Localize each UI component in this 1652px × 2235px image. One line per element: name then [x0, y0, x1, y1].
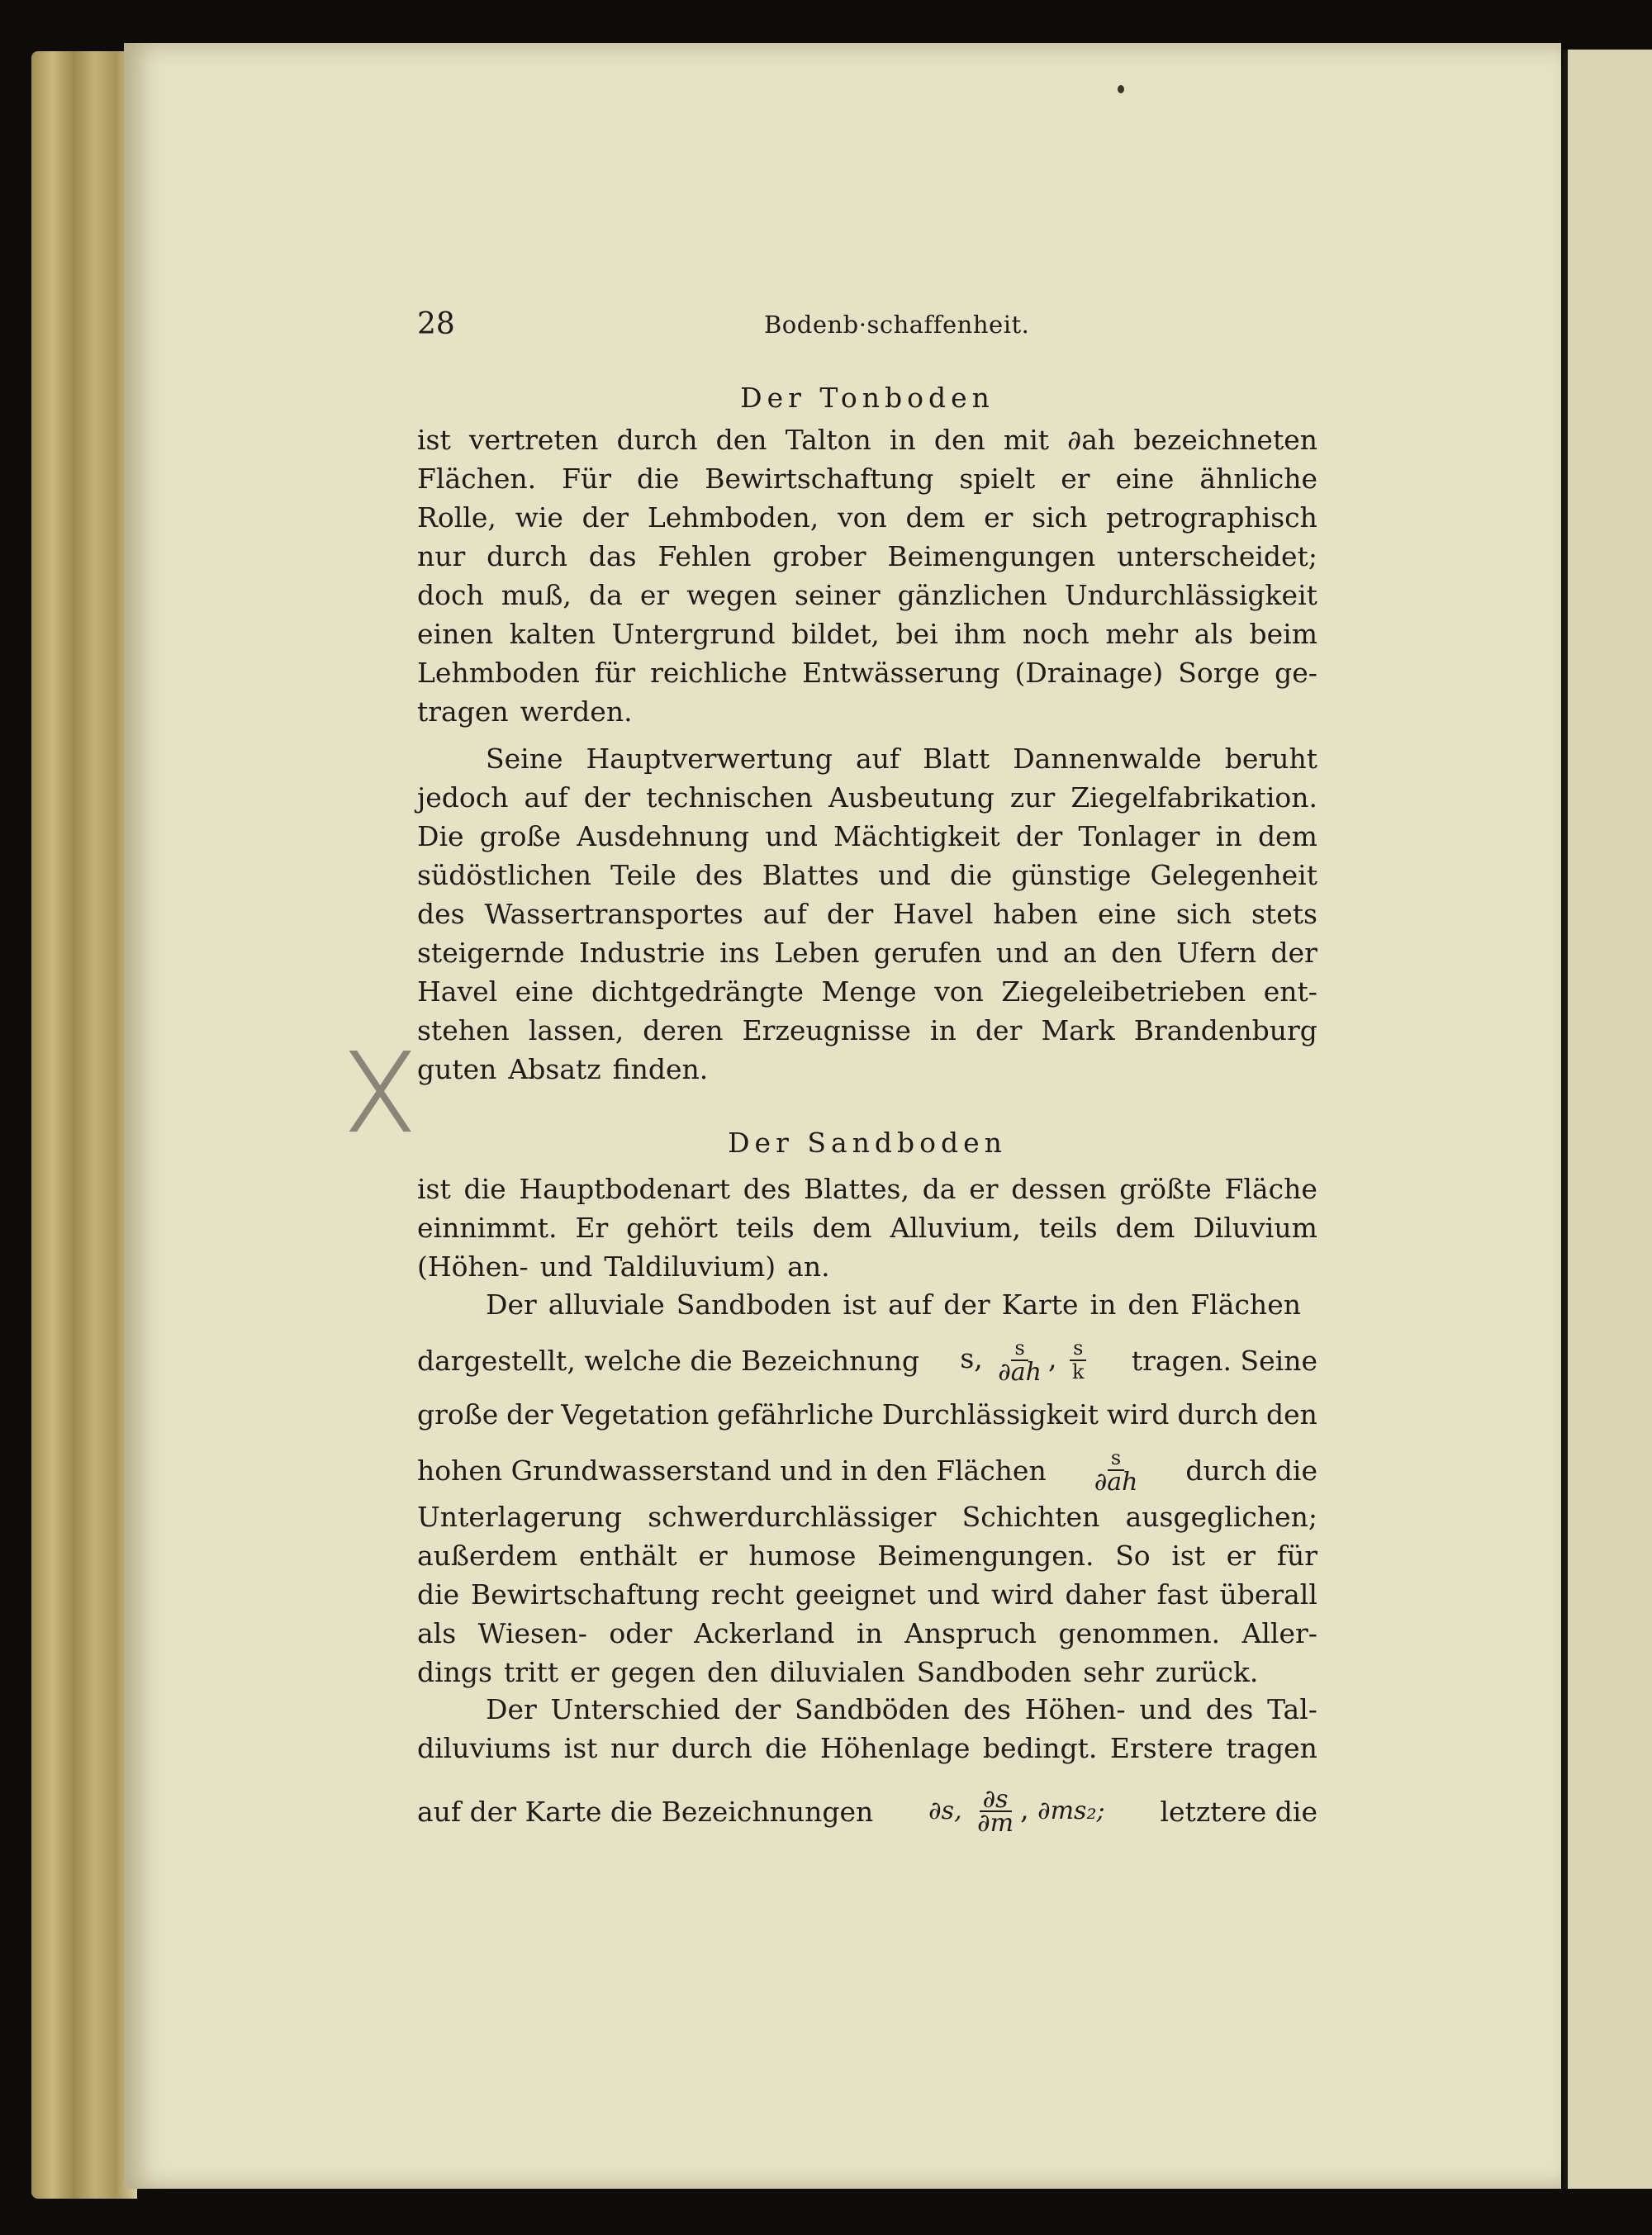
word: Beimengungen: [887, 540, 1096, 572]
word: Blattes: [762, 859, 860, 891]
word: gefährliche: [716, 1398, 874, 1431]
word: Brandenburg: [1133, 1014, 1317, 1046]
fraction: [1091, 1446, 1142, 1497]
word: Diluvium: [1193, 1212, 1317, 1244]
word: der: [1270, 937, 1317, 969]
word: reichliche: [650, 657, 788, 689]
fraction-numerator: s: [1108, 1447, 1124, 1471]
word: ist: [417, 1173, 451, 1205]
word: haben: [993, 898, 1079, 930]
word: der: [582, 501, 629, 534]
word: Rolle,: [417, 501, 496, 534]
word: auf: [524, 781, 568, 814]
word: und: [765, 820, 818, 852]
text-line: [417, 501, 1317, 536]
word: an.: [787, 1250, 830, 1283]
word: außerdem: [417, 1540, 558, 1572]
word: Aller-: [1241, 1617, 1317, 1649]
word: auf: [856, 743, 900, 775]
word: Leben: [774, 937, 860, 969]
word: spielt: [959, 463, 1036, 495]
text-fragment: dargestellt, welche die Bezeichnung: [417, 1344, 919, 1377]
fraction-numerator: s: [1070, 1337, 1086, 1361]
text-line: [417, 1617, 1317, 1652]
word: Industrie: [578, 937, 705, 969]
word: Gelegenheit: [1150, 859, 1317, 891]
word: eine: [515, 975, 574, 1008]
word: daher: [1065, 1578, 1146, 1611]
running-head: Bodenb·schaffenheit.: [764, 311, 1030, 339]
word: diluvialen: [769, 1656, 905, 1688]
word: dichtgedrängte: [591, 975, 805, 1008]
word: der: [975, 1014, 1023, 1046]
word: (Höhen-: [417, 1250, 529, 1283]
word: Ziegeleibetrieben: [1001, 975, 1246, 1008]
fraction-numerator: ∂s: [980, 1788, 1012, 1812]
word: deren: [643, 1014, 724, 1046]
word: noch: [1022, 618, 1089, 650]
word: seiner: [795, 579, 881, 611]
word: in: [1215, 820, 1242, 852]
word: wird: [990, 1578, 1054, 1611]
word: überall: [1219, 1578, 1317, 1611]
word: Flächen: [1190, 1288, 1301, 1321]
word: stets: [1251, 898, 1317, 930]
word: den: [1127, 1288, 1180, 1321]
word: Entwässerung: [802, 657, 1000, 689]
text-fragment: tragen. Seine: [1131, 1344, 1317, 1377]
word: alluviale: [548, 1288, 665, 1321]
word: Unterschied: [550, 1693, 721, 1725]
word: des: [417, 898, 465, 930]
word: Blatt: [923, 743, 990, 775]
word: große: [479, 820, 562, 852]
word: sehr: [1083, 1656, 1144, 1688]
text-line: [417, 463, 1317, 497]
word: durch: [671, 1732, 752, 1764]
word: Fläche: [1224, 1173, 1317, 1205]
word: diluviums: [417, 1732, 552, 1764]
text-line: [417, 781, 1317, 816]
math-line-diluvial: [417, 1782, 1317, 1840]
word: des: [695, 859, 743, 891]
word: den: [933, 424, 985, 456]
word: (Drainage): [1014, 657, 1164, 689]
word: Höhen-: [1024, 1693, 1126, 1725]
word: und: [539, 1250, 593, 1283]
word: große: [417, 1398, 499, 1431]
word: Die: [417, 820, 464, 852]
word: lassen,: [528, 1014, 624, 1046]
word: Lehmboden,: [647, 501, 819, 534]
word: Hauptverwertung: [586, 743, 833, 775]
word: Bewirtschaftung: [470, 1578, 700, 1611]
word: des: [743, 1173, 791, 1205]
word: beim: [1249, 618, 1317, 650]
word: die: [765, 1732, 808, 1764]
text-line: [417, 618, 1317, 652]
word: Teile: [610, 859, 676, 891]
fraction: [1069, 1337, 1088, 1383]
word: ähnliche: [1199, 463, 1317, 495]
math-line-alluvial-2: [417, 1445, 1317, 1495]
word: als: [417, 1617, 457, 1649]
symbol-ds: ∂s,: [928, 1796, 962, 1825]
fraction-numerator: s: [1011, 1337, 1028, 1361]
pencil-mark: ╳: [353, 1051, 408, 1132]
word: Seine: [486, 743, 563, 775]
word: zurück.: [1155, 1656, 1259, 1688]
word: bildet,: [791, 618, 880, 650]
word: Undurchlässigkeit: [1064, 579, 1317, 611]
word: er: [1226, 1540, 1256, 1572]
word: die: [417, 1578, 460, 1611]
text-line: [417, 540, 1317, 575]
word: schwerdurchlässiger: [648, 1501, 937, 1533]
word: Unterlagerung: [417, 1501, 622, 1533]
word: Mark: [1041, 1014, 1115, 1046]
word: nur: [610, 1732, 659, 1764]
word: ist: [1171, 1540, 1206, 1572]
word: Ziegelfabrikation.: [1070, 781, 1317, 814]
word: er: [639, 579, 670, 611]
word: und: [878, 859, 931, 891]
word: Dannenwalde: [1013, 743, 1202, 775]
word: den: [715, 424, 767, 456]
word: südöstlichen: [417, 859, 592, 891]
word: Havel: [417, 975, 498, 1008]
text-fragment: hohen Grundwasserstand und in den Flächen: [417, 1454, 1047, 1487]
word: mehr: [1105, 618, 1179, 650]
word: finden.: [612, 1053, 709, 1085]
symbol-dms2: ∂ms₂;: [1037, 1796, 1105, 1825]
word: Für: [562, 463, 612, 495]
word: Lehmboden: [417, 657, 580, 689]
text-line: [417, 1053, 1317, 1088]
word: ihm: [954, 618, 1007, 650]
word: Vegetation: [561, 1398, 710, 1431]
word: bezeichneten: [1133, 424, 1317, 456]
word: Absatz: [508, 1053, 601, 1085]
word: dem: [1257, 820, 1317, 852]
word: muß,: [501, 579, 572, 611]
word: Bewirtschaftung: [705, 463, 934, 495]
text-line: [417, 1173, 1317, 1208]
text-line: [486, 1288, 1317, 1323]
math-line-alluvial: [417, 1336, 1317, 1385]
word: Er: [575, 1212, 609, 1244]
word: er: [698, 1540, 728, 1572]
word: Fehlen: [657, 540, 752, 572]
word: das: [588, 540, 637, 572]
word: Menge: [821, 975, 917, 1008]
word: Erzeugnisse: [742, 1014, 911, 1046]
word: Flächen.: [417, 463, 537, 495]
word: er: [1061, 463, 1090, 495]
word: der: [1015, 820, 1063, 852]
word: Ausbeutung: [828, 781, 995, 814]
word: Ufern: [1176, 937, 1257, 969]
word: werden.: [520, 695, 633, 728]
word: Wassertransportes: [484, 898, 743, 930]
text-line: [417, 1540, 1317, 1574]
text-line: [417, 695, 1317, 730]
text-line: [417, 1250, 1317, 1285]
word: größte: [1119, 1173, 1212, 1205]
word: in: [889, 424, 916, 456]
word: Tonlager: [1078, 820, 1200, 852]
text-line: [417, 1578, 1317, 1613]
word: den: [707, 1656, 758, 1688]
word: in: [930, 1014, 957, 1046]
word: oder: [609, 1617, 672, 1649]
word: jedoch: [417, 781, 509, 814]
word: die: [949, 859, 993, 891]
word: Mächtigkeit: [833, 820, 1000, 852]
word: wegen: [686, 579, 777, 611]
word: So: [1115, 1540, 1151, 1572]
facing-page-edge: [1563, 50, 1652, 2189]
word: durch: [487, 540, 567, 572]
word: er: [570, 1656, 600, 1688]
word: für: [594, 657, 636, 689]
word: ge-: [1275, 657, 1317, 689]
word: der: [943, 1288, 990, 1321]
word: nur: [417, 540, 466, 572]
word: Ackerland: [694, 1617, 835, 1649]
word: zur: [1009, 781, 1056, 814]
word: Karte: [1001, 1288, 1079, 1321]
word: unterscheidet;: [1117, 540, 1317, 572]
word: ∂ah: [1067, 424, 1116, 456]
word: er: [984, 501, 1014, 534]
word: der: [506, 1398, 553, 1431]
word: dem: [812, 1212, 872, 1244]
word: wird: [1106, 1398, 1170, 1431]
text-line: [417, 1732, 1317, 1767]
word: gänzlichen: [897, 579, 1047, 611]
word: Der: [486, 1693, 537, 1725]
text-line: [486, 1693, 1317, 1728]
word: Havel: [893, 898, 974, 930]
word: doch: [417, 579, 484, 611]
word: genommen.: [1058, 1617, 1221, 1649]
symbol-s: s,: [960, 1342, 983, 1374]
text-line: [417, 820, 1317, 855]
comma: ,: [1048, 1342, 1057, 1374]
fraction-denominator: ∂ah: [998, 1358, 1042, 1387]
text-line: [417, 1656, 1317, 1691]
word: bei: [895, 618, 938, 650]
word: und: [927, 1578, 980, 1611]
text-line: [417, 1501, 1317, 1535]
word: die: [637, 463, 680, 495]
word: beruht: [1224, 743, 1317, 775]
word: von: [934, 975, 984, 1008]
word: auf: [762, 898, 807, 930]
word: Schichten: [961, 1501, 1100, 1533]
word: sich: [1032, 501, 1088, 534]
word: gerufen: [873, 937, 982, 969]
word: der: [583, 781, 631, 814]
word: vertreten: [468, 424, 599, 456]
word: sich: [1175, 898, 1232, 930]
page-number: 28: [417, 307, 455, 341]
word: petrographisch: [1106, 501, 1317, 534]
word: humose: [748, 1540, 857, 1572]
text-line: [417, 975, 1317, 1010]
word: die: [463, 1173, 506, 1205]
word: mit: [1003, 424, 1050, 456]
word: da: [922, 1173, 957, 1205]
word: den: [1266, 1398, 1317, 1431]
word: Der: [486, 1288, 537, 1321]
word: Untergrund: [611, 618, 776, 650]
word: als: [1194, 618, 1233, 650]
word: für: [1276, 1540, 1317, 1572]
word: guten: [417, 1053, 497, 1085]
formula: [960, 1336, 1090, 1387]
word: durch: [616, 424, 698, 456]
fraction: [995, 1336, 1045, 1387]
formula: [928, 1785, 1105, 1838]
word: teils: [1038, 1212, 1098, 1244]
word: Ausdehnung: [577, 820, 750, 852]
word: stehen: [417, 1014, 510, 1046]
word: Wiesen-: [477, 1617, 587, 1649]
fraction-denominator: ∂m: [977, 1809, 1014, 1838]
word: wie: [515, 501, 563, 534]
word: auf: [888, 1288, 933, 1321]
fraction-denominator: ∂ah: [1094, 1468, 1138, 1497]
book-page: [124, 43, 1561, 2189]
text-line: [417, 657, 1317, 691]
word: Anspruch: [904, 1617, 1037, 1649]
word: dings: [417, 1656, 492, 1688]
word: in: [856, 1617, 883, 1649]
word: Talton: [785, 424, 871, 456]
fraction-denominator: k: [1072, 1360, 1085, 1383]
word: steigernde: [417, 937, 565, 969]
word: ist: [563, 1732, 598, 1764]
word: eine: [1098, 898, 1156, 930]
word: der: [826, 898, 874, 930]
word: in: [1089, 1288, 1117, 1321]
word: dem: [905, 501, 966, 534]
word: tragen: [1226, 1732, 1317, 1764]
page-header: [417, 307, 1317, 349]
word: einen: [417, 618, 494, 650]
word: Höhenlage: [819, 1732, 971, 1764]
word: geeignet: [795, 1578, 916, 1611]
text-line: [417, 1212, 1317, 1246]
word: Sandboden: [676, 1288, 832, 1321]
text-fragment: letztere die: [1160, 1795, 1317, 1828]
word: tragen: [417, 695, 509, 728]
word: fast: [1156, 1578, 1208, 1611]
word: von: [837, 501, 887, 534]
word: Tal-: [1267, 1693, 1317, 1725]
text-line: [486, 743, 1317, 777]
word: Taldiluvium): [604, 1250, 776, 1283]
word: günstige: [1011, 859, 1132, 891]
text-line: [417, 937, 1317, 971]
text-line: [417, 579, 1317, 614]
text-line: [417, 1398, 1317, 1433]
word: dem: [1115, 1212, 1175, 1244]
word: ist: [417, 424, 451, 456]
word: Sandboden: [916, 1656, 1072, 1688]
text-fragment: durch die: [1185, 1454, 1317, 1487]
text-line: [417, 1014, 1317, 1049]
section-heading-tonboden: Der Tonboden: [740, 382, 995, 414]
word: bedingt.: [982, 1732, 1098, 1764]
text-line: [417, 859, 1317, 894]
word: technischen: [646, 781, 813, 814]
text-line: [417, 424, 1317, 458]
word: Sandböden: [795, 1693, 950, 1725]
word: Hauptbodenart: [519, 1173, 731, 1205]
word: tritt: [504, 1656, 559, 1688]
word: Beimengungen.: [877, 1540, 1094, 1572]
word: an: [1062, 937, 1097, 969]
word: Alluvium,: [890, 1212, 1021, 1244]
word: teils: [735, 1212, 795, 1244]
ink-spot: [1118, 85, 1124, 93]
word: recht: [710, 1578, 785, 1611]
word: ausgeglichen;: [1125, 1501, 1317, 1533]
word: Durchlässigkeit: [881, 1398, 1099, 1431]
word: dessen: [1011, 1173, 1107, 1205]
word: ent-: [1263, 975, 1317, 1008]
word: er: [969, 1173, 999, 1205]
word: den: [1111, 937, 1163, 969]
word: des: [1205, 1693, 1254, 1725]
section-heading-sandboden: Der Sandboden: [728, 1127, 1007, 1159]
word: kalten: [509, 618, 596, 650]
fraction: [974, 1785, 1017, 1838]
text-line: [417, 898, 1317, 932]
word: gehört: [626, 1212, 718, 1244]
word: durch: [1177, 1398, 1259, 1431]
word: gegen: [610, 1656, 695, 1688]
word: der: [733, 1693, 781, 1725]
word: Sorge: [1178, 657, 1260, 689]
word: enthält: [578, 1540, 677, 1572]
book-page-edges: [31, 51, 137, 2199]
word: grober: [772, 540, 866, 572]
word: und: [1139, 1693, 1192, 1725]
word: ist: [843, 1288, 877, 1321]
word: eine: [1115, 463, 1175, 495]
comma: ,: [1020, 1793, 1029, 1825]
word: da: [588, 579, 623, 611]
word: Blattes,: [804, 1173, 909, 1205]
word: Erstere: [1109, 1732, 1213, 1764]
word: einnimmt.: [417, 1212, 558, 1244]
word: des: [963, 1693, 1011, 1725]
word: und: [995, 937, 1049, 969]
word: ins: [719, 937, 760, 969]
text-fragment: auf der Karte die Bezeichnungen: [417, 1795, 874, 1828]
